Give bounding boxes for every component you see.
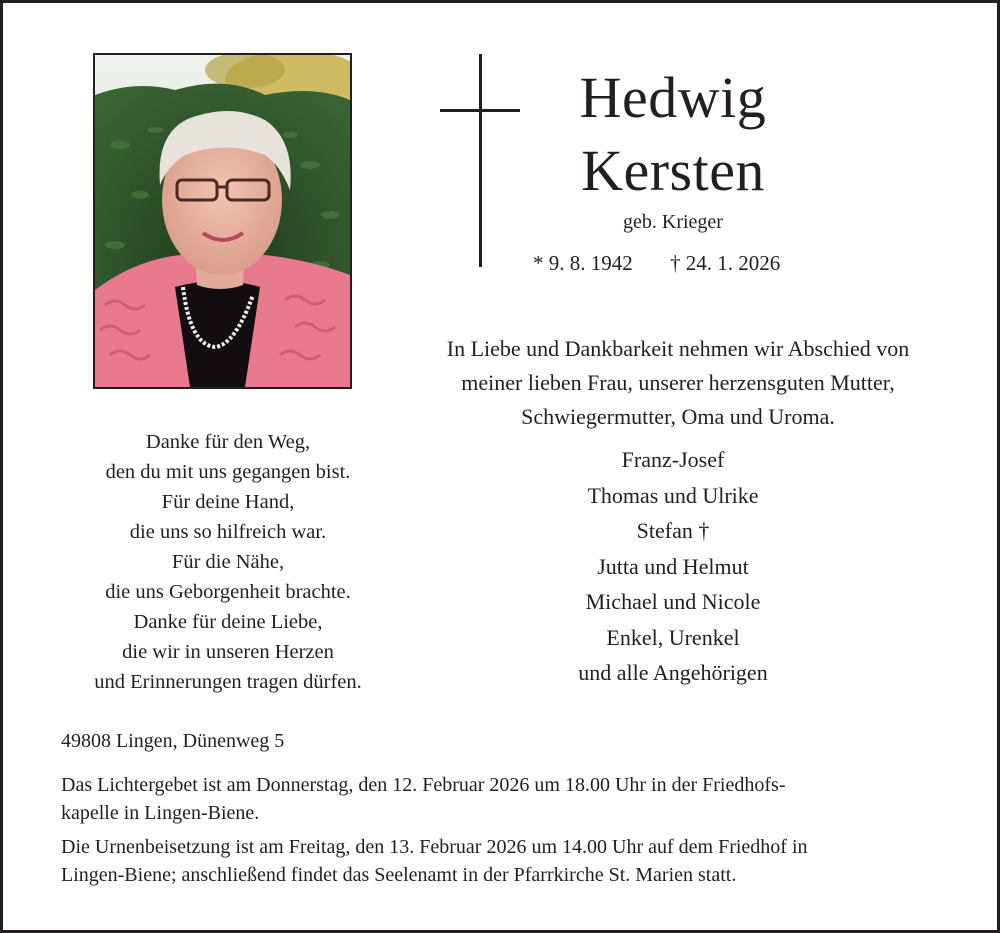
family-member: Enkel, Urenkel	[606, 624, 740, 650]
birth-date: * 9. 8. 1942	[533, 251, 633, 275]
notice-line: Lingen-Biene; anschließend findet das Seelenamt in der Pfarrkirche St. Marien statt.	[61, 864, 737, 886]
poem-line: die wir in unseren Herzen	[122, 641, 334, 663]
poem-line: die uns so hilfreich war.	[129, 521, 327, 543]
last-name: Kersten	[581, 138, 765, 203]
poem-line: den du mit uns gegangen bist.	[105, 461, 351, 483]
poem-line: Danke für den Weg,	[145, 431, 311, 453]
family-member: Stefan †	[636, 518, 710, 543]
family-member: Jutta und Helmut	[597, 553, 749, 579]
family-member: Thomas und Ulrike	[587, 482, 759, 508]
family-list	[523, 442, 823, 691]
farewell-line: meiner lieben Frau, unserer herzensguten Mutter,	[461, 370, 895, 395]
notice-line: Das Lichtergebet ist am Donnerstag, den 12. Februar 2026 um 18.00 Uhr in der Friedhofs-	[61, 774, 786, 796]
life-dates	[533, 251, 823, 276]
portrait-photo	[93, 53, 352, 389]
farewell-text	[383, 332, 973, 434]
burial-notice	[61, 833, 961, 889]
poem	[43, 427, 413, 697]
poem-line: Danke für deine Liebe,	[133, 611, 323, 633]
first-name: Hedwig	[579, 65, 767, 130]
poem-line: Für deine Hand,	[161, 491, 295, 513]
prayer-notice	[61, 771, 961, 827]
family-member: Franz-Josef	[621, 447, 725, 472]
cross-vertical-bar	[479, 54, 482, 267]
family-member: Michael und Nicole	[585, 589, 761, 614]
farewell-line: In Liebe und Dankbarkeit nehmen wir Abschied von	[446, 336, 910, 361]
poem-line: und Erinnerungen tragen dürfen.	[94, 671, 362, 693]
portrait-image	[95, 55, 350, 387]
maiden-name: geb. Krieger	[623, 211, 723, 233]
poem-line: die uns Geborgenheit brachte.	[105, 581, 351, 603]
farewell-line: Schwiegermutter, Oma und Uroma.	[521, 404, 835, 429]
notice-line: Die Urnenbeisetzung ist am Freitag, den 13. Februar 2026 um 14.00 Uhr auf dem Friedhof in	[61, 836, 808, 858]
address: 49808 Lingen, Dünenweg 5	[61, 730, 285, 752]
poem-line: Für die Nähe,	[171, 551, 285, 573]
family-member: und alle Angehörigen	[578, 660, 768, 685]
cross-horizontal-bar	[440, 109, 520, 112]
notice-line: kapelle in Lingen-Biene.	[61, 802, 260, 824]
cross-icon	[440, 54, 520, 267]
death-date: † 24. 1. 2026	[670, 251, 781, 275]
